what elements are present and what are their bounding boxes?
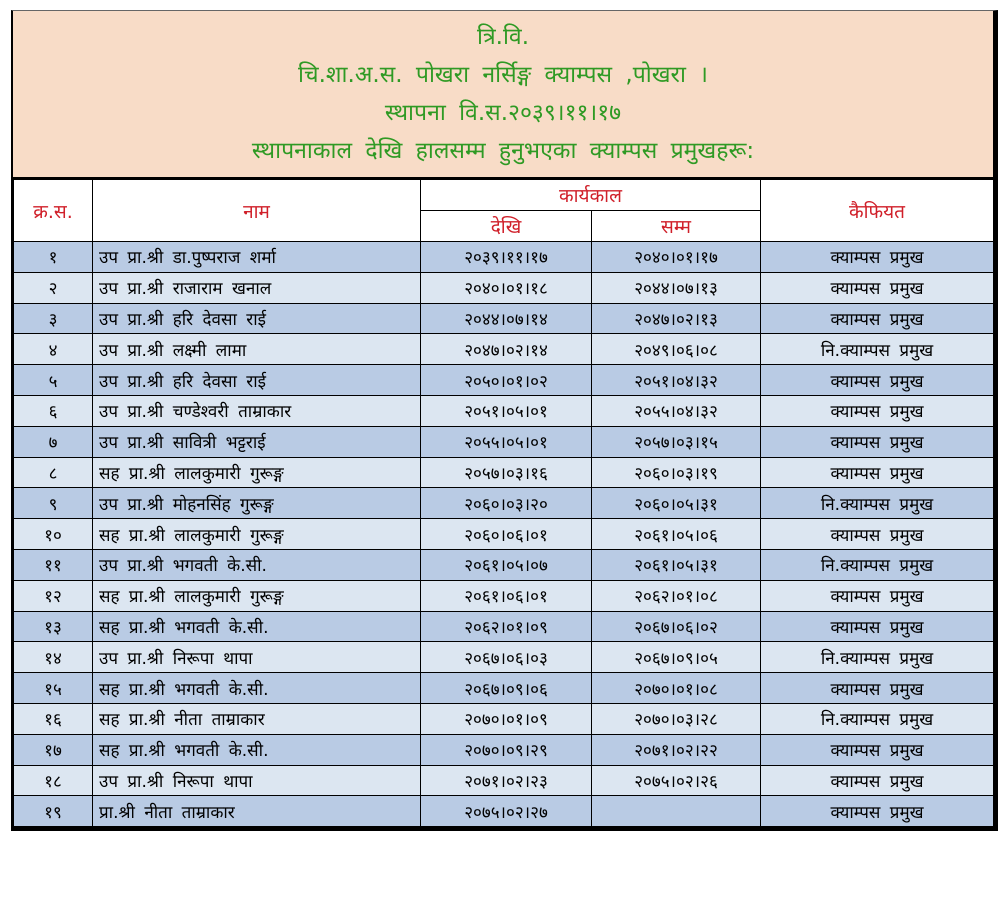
table-row <box>14 488 994 519</box>
to-date-cell: २०५१।०४।३२ <box>592 365 761 396</box>
remarks-cell: क्याम्पस प्रमुख <box>761 765 994 796</box>
to-date-cell: २०७०।०१।०८ <box>592 673 761 704</box>
name-cell: उप प्रा.श्री लक्ष्मी लामा <box>93 334 421 365</box>
to-date-cell: २०६०।०५।३१ <box>592 488 761 519</box>
serial-number-cell: १ <box>14 242 93 273</box>
table-row <box>14 457 994 488</box>
name-cell: सह प्रा.श्री भगवती के.सी. <box>93 673 421 704</box>
from-date-cell: २०६०।०३।२० <box>421 488 592 519</box>
to-date-cell: २०६१।०५।०६ <box>592 519 761 550</box>
table-row <box>14 673 994 704</box>
name-cell: उप प्रा.श्री मोहनसिंह गुरूङ्ग <box>93 488 421 519</box>
remarks-cell: क्याम्पस प्रमुख <box>761 519 994 550</box>
name-cell: उप प्रा.श्री हरि देवसा राई <box>93 365 421 396</box>
table-row <box>14 242 994 273</box>
to-date-cell: २०६०।०३।१९ <box>592 457 761 488</box>
remarks-cell: नि.क्याम्पस प्रमुख <box>761 642 994 673</box>
serial-number-cell: १२ <box>14 580 93 611</box>
to-date-cell <box>592 796 761 827</box>
name-cell: सह प्रा.श्री लालकुमारी गुरूङ्ग <box>93 457 421 488</box>
serial-number-cell: ५ <box>14 365 93 396</box>
to-date-header: सम्म <box>592 211 761 242</box>
from-date-cell: २०६२।०१।०९ <box>421 611 592 642</box>
serial-number-header: क्र.स. <box>14 180 93 242</box>
serial-number-cell: १३ <box>14 611 93 642</box>
from-date-cell: २०५५।०५।०१ <box>421 426 592 457</box>
table-row <box>14 426 994 457</box>
name-cell: उप प्रा.श्री निरूपा थापा <box>93 765 421 796</box>
campus-chiefs-sheet <box>11 10 998 831</box>
remarks-cell: नि.क्याम्पस प्रमुख <box>761 703 994 734</box>
remarks-cell: क्याम्पस प्रमुख <box>761 673 994 704</box>
from-date-cell: २०४०।०१।१८ <box>421 272 592 303</box>
from-date-cell: २०७०।०९।२९ <box>421 734 592 765</box>
remarks-cell: क्याम्पस प्रमुख <box>761 580 994 611</box>
serial-number-cell: १९ <box>14 796 93 827</box>
table-row <box>14 549 994 580</box>
remarks-cell: क्याम्पस प्रमुख <box>761 395 994 426</box>
table-row <box>14 703 994 734</box>
table-row <box>14 303 994 334</box>
table-row <box>14 580 994 611</box>
name-cell: सह प्रा.श्री लालकुमारी गुरूङ्ग <box>93 580 421 611</box>
table-row <box>14 765 994 796</box>
table-row <box>14 395 994 426</box>
from-date-cell: २०७०।०१।०९ <box>421 703 592 734</box>
from-date-header: देखि <box>421 211 592 242</box>
name-cell: प्रा.श्री नीता ताम्राकार <box>93 796 421 827</box>
to-date-cell: २०६७।०९।०५ <box>592 642 761 673</box>
remarks-cell: क्याम्पस प्रमुख <box>761 303 994 334</box>
table-row <box>14 796 994 827</box>
from-date-cell: २०६०।०६।०१ <box>421 519 592 550</box>
campus-name: चि.शा.अ.स. पोखरा नर्सिङ्ग क्याम्पस ,पोखरा । <box>298 62 708 88</box>
name-cell: सह प्रा.श्री भगवती के.सी. <box>93 734 421 765</box>
to-date-cell: २०६७।०६।०२ <box>592 611 761 642</box>
university-name: त्रि.वि. <box>476 24 530 50</box>
to-date-cell: २०४९।०६।०८ <box>592 334 761 365</box>
to-date-cell: २०४४।०७।१३ <box>592 272 761 303</box>
name-header: नाम <box>93 180 421 242</box>
serial-number-cell: ९ <box>14 488 93 519</box>
from-date-cell: २०५०।०१।०२ <box>421 365 592 396</box>
from-date-cell: २०५१।०५।०१ <box>421 395 592 426</box>
to-date-cell: २०६१।०५।३१ <box>592 549 761 580</box>
serial-number-cell: २ <box>14 272 93 303</box>
campus-chiefs-table <box>13 179 994 827</box>
to-date-cell: २०७०।०३।२८ <box>592 703 761 734</box>
serial-number-cell: १५ <box>14 673 93 704</box>
serial-number-cell: १७ <box>14 734 93 765</box>
to-date-cell: २०५५।०४।३२ <box>592 395 761 426</box>
establishment-date: स्थापना वि.स.२०३९।११।१७ <box>384 100 622 126</box>
remarks-cell: नि.क्याम्पस प्रमुख <box>761 334 994 365</box>
from-date-cell: २०६७।०६।०३ <box>421 642 592 673</box>
serial-number-cell: १० <box>14 519 93 550</box>
name-cell: उप प्रा.श्री राजाराम खनाल <box>93 272 421 303</box>
remarks-cell: क्याम्पस प्रमुख <box>761 457 994 488</box>
table-row <box>14 519 994 550</box>
from-date-cell: २०५७।०३।१६ <box>421 457 592 488</box>
serial-number-cell: ११ <box>14 549 93 580</box>
table-row <box>14 642 994 673</box>
table-body <box>14 242 994 827</box>
serial-number-cell: ७ <box>14 426 93 457</box>
name-cell: सह प्रा.श्री लालकुमारी गुरूङ्ग <box>93 519 421 550</box>
table-row <box>14 334 994 365</box>
to-date-cell: २०४७।०२।१३ <box>592 303 761 334</box>
remarks-cell: नि.क्याम्पस प्रमुख <box>761 549 994 580</box>
remarks-cell: क्याम्पस प्रमुख <box>761 272 994 303</box>
table-row <box>14 611 994 642</box>
name-cell: उप प्रा.श्री डा.पुष्पराज शर्मा <box>93 242 421 273</box>
name-cell: सह प्रा.श्री भगवती के.सी. <box>93 611 421 642</box>
name-cell: उप प्रा.श्री चण्डेश्वरी ताम्राकार <box>93 395 421 426</box>
table-row <box>14 734 994 765</box>
from-date-cell: २०४७।०२।१४ <box>421 334 592 365</box>
remarks-cell: क्याम्पस प्रमुख <box>761 734 994 765</box>
name-cell: उप प्रा.श्री हरि देवसा राई <box>93 303 421 334</box>
from-date-cell: २०७५।०२।२७ <box>421 796 592 827</box>
remarks-cell: क्याम्पस प्रमुख <box>761 426 994 457</box>
name-cell: उप प्रा.श्री भगवती के.सी. <box>93 549 421 580</box>
from-date-cell: २०६१।०५।०७ <box>421 549 592 580</box>
serial-number-cell: १४ <box>14 642 93 673</box>
to-date-cell: २०५७।०३।१५ <box>592 426 761 457</box>
remarks-cell: नि.क्याम्पस प्रमुख <box>761 488 994 519</box>
from-date-cell: २०६१।०६।०१ <box>421 580 592 611</box>
to-date-cell: २०६२।०१।०८ <box>592 580 761 611</box>
serial-number-cell: ८ <box>14 457 93 488</box>
serial-number-cell: १६ <box>14 703 93 734</box>
serial-number-cell: ३ <box>14 303 93 334</box>
from-date-cell: २०३९।११।१७ <box>421 242 592 273</box>
remarks-cell: क्याम्पस प्रमुख <box>761 242 994 273</box>
remarks-header: कैफियत <box>761 180 994 242</box>
remarks-cell: क्याम्पस प्रमुख <box>761 796 994 827</box>
document-header <box>13 11 993 179</box>
serial-number-cell: ४ <box>14 334 93 365</box>
to-date-cell: २०४०।०१।१७ <box>592 242 761 273</box>
to-date-cell: २०७१।०२।२२ <box>592 734 761 765</box>
table-row <box>14 272 994 303</box>
serial-number-cell: १८ <box>14 765 93 796</box>
table-row <box>14 365 994 396</box>
from-date-cell: २०७१।०२।२३ <box>421 765 592 796</box>
tenure-header: कार्यकाल <box>421 180 761 211</box>
remarks-cell: क्याम्पस प्रमुख <box>761 611 994 642</box>
name-cell: सह प्रा.श्री नीता ताम्राकार <box>93 703 421 734</box>
remarks-cell: क्याम्पस प्रमुख <box>761 365 994 396</box>
name-cell: उप प्रा.श्री निरूपा थापा <box>93 642 421 673</box>
serial-number-cell: ६ <box>14 395 93 426</box>
name-cell: उप प्रा.श्री सावित्री भट्टराई <box>93 426 421 457</box>
to-date-cell: २०७५।०२।२६ <box>592 765 761 796</box>
table-caption: स्थापनाकाल देखि हालसम्म हुनुभएका क्याम्पस प्रमुखहरू: <box>251 138 755 164</box>
from-date-cell: २०६७।०९।०६ <box>421 673 592 704</box>
from-date-cell: २०४४।०७।१४ <box>421 303 592 334</box>
